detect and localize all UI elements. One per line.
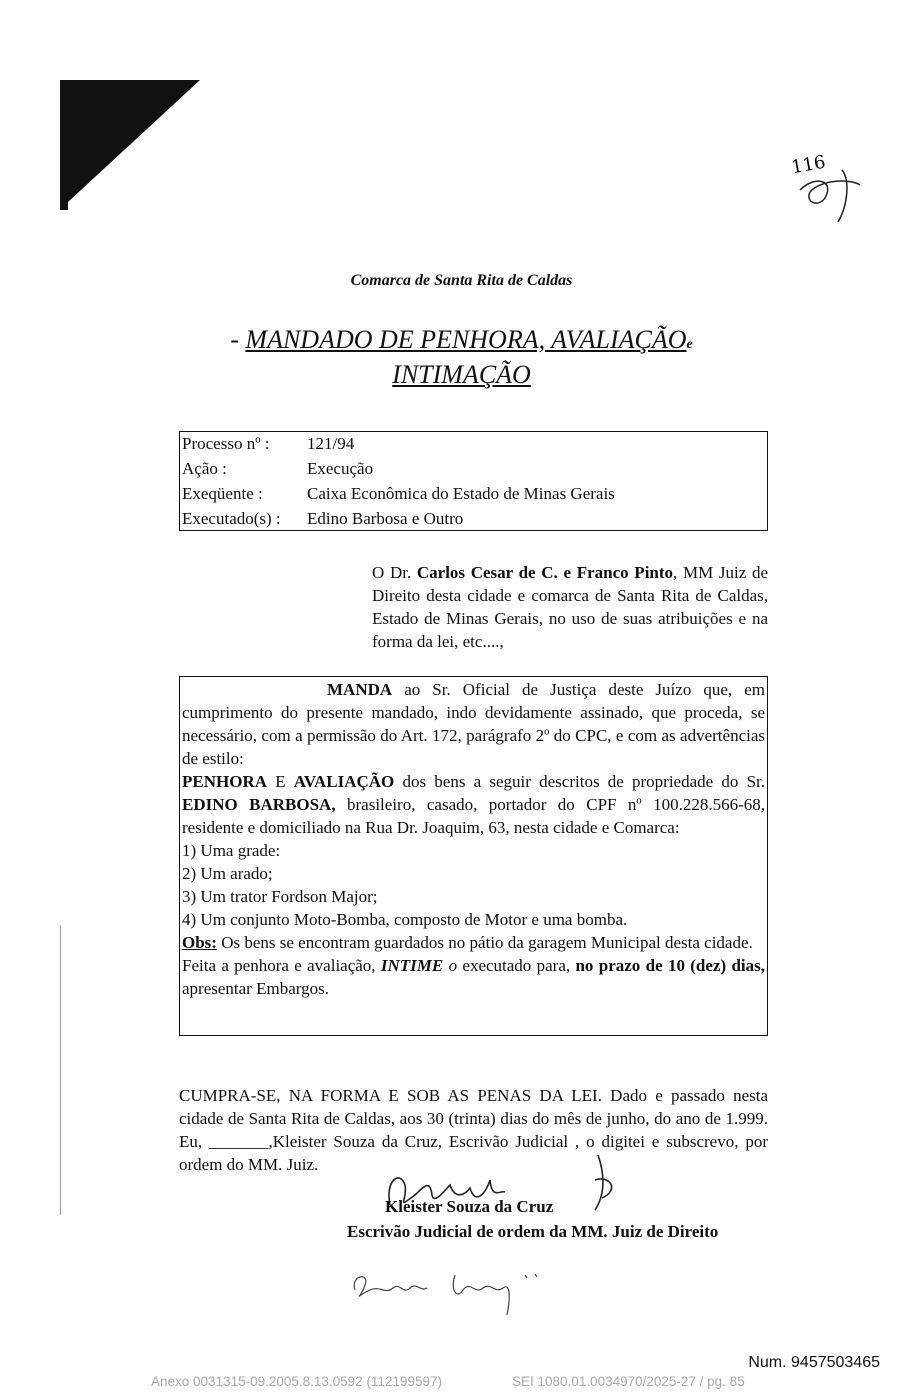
- process-value: 121/94: [307, 434, 355, 453]
- signer-role: Escrivão Judicial de ordem da MM. Juiz de Direito: [347, 1222, 719, 1241]
- deadline: no prazo de 10 (dez) dias,: [575, 956, 765, 975]
- process-row: [182, 432, 355, 456]
- debtor-row: [182, 507, 464, 531]
- footer-sei: SEI 1080.01.0034970/2025-27 / pg. 85: [512, 1374, 745, 1389]
- judge-name: Carlos Cesar de C. e Franco Pinto: [416, 563, 674, 582]
- debtor-label: Executado(s) :: [182, 509, 281, 528]
- obs-paragraph: [182, 931, 765, 954]
- penhora-word: PENHORA: [182, 772, 267, 791]
- manda-word: MANDA: [327, 680, 393, 699]
- obs-text: Os bens se encontram guardados no pátio da garagem Municipal desta cidade.: [216, 933, 753, 952]
- final-o: o: [443, 956, 458, 975]
- black-corner-mark: [60, 80, 200, 210]
- desc-part-1: dos bens a seguir descritos de propriedade do Sr.: [394, 772, 766, 791]
- creditor-value: Caixa Econômica do Estado de Minas Gerais: [307, 484, 615, 503]
- page-number-handwriting: [780, 150, 880, 230]
- final-mid: executado para,: [457, 956, 576, 975]
- document-number: Num. 9457503465: [748, 1354, 880, 1371]
- avaliacao-word: AVALIAÇÃO: [293, 772, 395, 791]
- side-stamp: [800, 450, 820, 710]
- obs-label: Obs:: [182, 933, 217, 952]
- process-info-box: [179, 431, 768, 531]
- action-value: Execução: [307, 459, 374, 478]
- intime-word: INTIME: [380, 956, 444, 975]
- action-label: Ação :: [182, 459, 227, 478]
- debtor-signature: [345, 1260, 565, 1320]
- footer-annex: Anexo 0031315-09.2005.8.13.0592 (112199597): [151, 1374, 443, 1389]
- title-e: e: [686, 337, 693, 352]
- title-line-2: INTIMAÇÃO: [392, 360, 531, 389]
- document-title: [0, 325, 923, 390]
- asset-item: 2) Um arado;: [182, 864, 273, 883]
- creditor-row: [182, 482, 615, 506]
- mandate-intro: [182, 678, 765, 770]
- asset-item: 1) Uma grade:: [182, 841, 281, 860]
- mandate-description: [182, 770, 765, 839]
- asset-item: 4) Um conjunto Moto-Bomba, composto de Motor e uma bomba.: [182, 910, 628, 929]
- action-row: [182, 457, 374, 481]
- final-paragraph: [182, 954, 765, 1000]
- final-end: apresentar Embargos.: [182, 979, 329, 998]
- title-line-1: MANDADO DE PENHORA, AVALIAÇÃO: [245, 325, 687, 354]
- closing-paragraph: CUMPRA-SE, NA FORMA E SOB AS PENAS DA LEI. Dado e passado nesta cidade de Santa Rita de Caldas, aos 30 (trinta) dias do mês de junho, do ano de 1.999. Eu, _______,Kleister Souza da Cruz, Escrivão Judicial , o digitei e subscrevo, por ordem do MM. Juiz.: [179, 1086, 768, 1174]
- comarca-heading: Comarca de Santa Rita de Caldas: [350, 272, 573, 289]
- process-label: Processo nº :: [182, 434, 270, 453]
- asset-item: 3) Um trator Fordson Major;: [182, 887, 378, 906]
- decl-post: , MM Juiz de Direito desta cidade e comarca de Santa Rita de Caldas, Estado de Minas Gerais, no uso de suas atribuições e na forma da lei, etc....,: [372, 563, 768, 651]
- signer-name: Kleister Souza da Cruz: [385, 1197, 554, 1216]
- creditor-label: Exeqüente :: [182, 484, 263, 503]
- decl-pre: O Dr.: [372, 563, 417, 582]
- debtor-value: Edino Barbosa e Outro: [307, 509, 464, 528]
- e-word: E: [267, 772, 294, 791]
- owner-name: EDINO BARBOSA,: [182, 795, 336, 814]
- judge-declaration: [372, 561, 768, 653]
- desc-part-2: brasileiro, casado, portador do CPF nº 100.228.566-68, residente e domiciliado na Rua Dr. Joaquim, 63, nesta cidade e Comarca:: [182, 795, 765, 837]
- title-dash: -: [230, 325, 246, 354]
- final-pre: Feita a penhora e avaliação,: [182, 956, 381, 975]
- scan-edge-line: [60, 925, 61, 1215]
- svg-text:116: 116: [789, 151, 828, 179]
- mandate-intro-text: ao Sr. Oficial de Justiça deste Juízo que, em cumprimento do presente mandado, indo devidamente assinado, que proceda, se necessário, com a permissão do Art. 172, parágrafo 2º do CPC, e com as advertências de estilo:: [182, 680, 765, 768]
- mandate-box: [179, 676, 768, 1036]
